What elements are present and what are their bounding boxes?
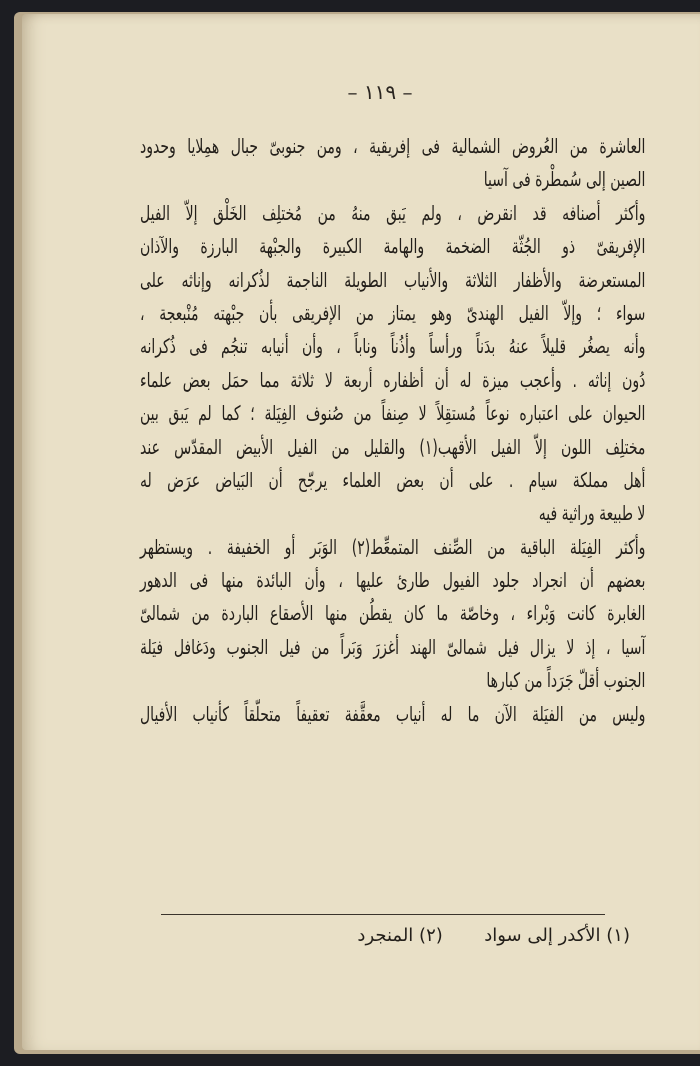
text-line-17: الجنوب أقلّ جَرَداً من كبارها: [486, 668, 646, 693]
text-line-6: سواء ؛ وإلاّ الفيل الهندىّ وهو يمتاز من الإفريقى بأن جبْهته مُنْبعجة ،: [140, 300, 646, 325]
text-line-8: دُون إناثه . وأعجب ميزة له أن أظفاره أربعة لا ثلاثة مما حمَل بعض علماء: [140, 367, 646, 392]
text-line-10: مختلِف اللون إلاّ الفيل الأقهب(١) والقليل من الفيل الأبيض المقدّس عند: [140, 434, 646, 459]
text-line-12: لا طبيعة وراثية فيه: [538, 501, 646, 526]
footnote-1: (١) الأكدر إلى سواد: [484, 925, 630, 946]
text-line-7: وأنه يصغُر قليلاً عنهُ بدَناً ورأساً وأذُناً وناباً ، وأن أنيابه تنجُم فى ذُكرانه: [140, 334, 646, 359]
text-line-3: وأكثر أصنافه قد انقرض ، ولم يَبق منهُ من مُختلِف الخَلْق إلاّ الفيل: [140, 200, 646, 225]
text-line-18: وليس من الفيَلة الآن ما له أنياب معقَّفة تعقيفاً متحلّقاً كأنياب الأفيال: [140, 701, 646, 726]
text-line-9: الحيوان على اعتباره نوعاً مُستقِلاً لا صِنفاً من صُنوف الفِيَلة ؛ كما لم يَبق بين: [140, 401, 646, 426]
text-line-13: وأكثر الفِيَلة الباقية من الصِّنف المتمعِّط(٢) الوَبَر أو الخفيفة . ويستظهر: [140, 534, 646, 559]
footnotes: [330, 925, 630, 946]
footnote-divider: [161, 914, 605, 915]
text-line-1: العاشرة من العُروض الشمالية فى إفريقية ، ومن جنوبىّ جبال همِلايا وحدود: [140, 134, 646, 158]
text-line-11: أهل مملكة سيام . على أن بعض العلماء يرجّح أن البَياض عرَض له: [140, 467, 646, 492]
text-line-14: بعضهم أن انجراد جلود الفيول طارئ عليها ، وأن البائدة منها فى الدهور: [140, 568, 646, 593]
footnote-2: (٢) المنجرد: [357, 925, 443, 946]
text-line-15: الغابرة كانت وَبْراء ، وخاصّة ما كان يقطُن منها الأصقاع الباردة من شمالىّ: [140, 601, 646, 626]
page-number: – ١١٩ –: [347, 80, 413, 104]
text-line-2: الصين إلى سُمطْرة فى آسيا: [483, 167, 646, 192]
body-text: [140, 130, 645, 731]
text-line-4: الإفريقىّ ذو الجُثّة الضخمة والهامة الكبيرة والجبْهة البارزة والآذان: [140, 234, 646, 259]
text-line-5: المستعرضة والأظفار الثلاثة والأنياب الطويلة الناجمة لذُكرانه وإناثه على: [140, 267, 646, 292]
text-line-16: آسيا ، إذ لا يزال فيل شمالىّ الهند أغزرَ وَبَراً من فيل الجنوب ودَغافل فيَلة: [140, 634, 646, 659]
